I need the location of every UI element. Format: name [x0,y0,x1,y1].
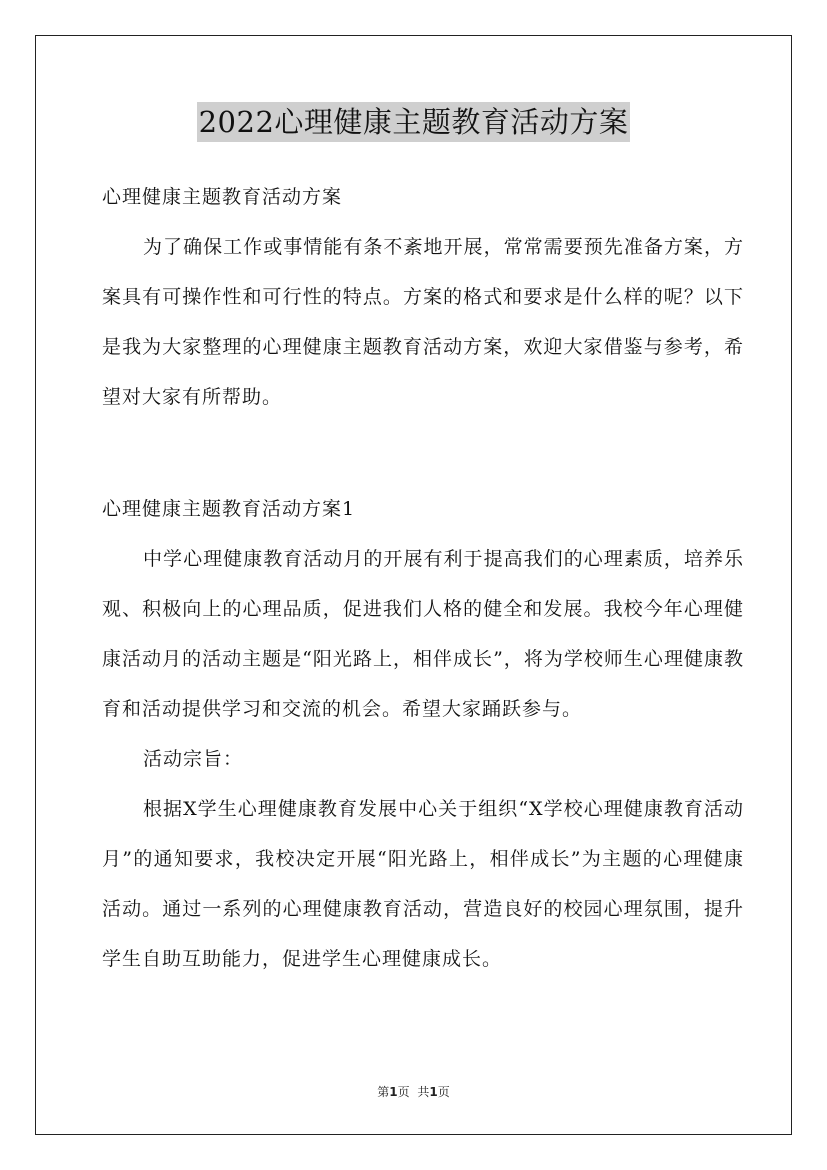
total-prefix: 共 [417,1085,430,1099]
document-title: 2022心理健康主题教育活动方案 [197,102,631,142]
section-spacer [102,422,744,484]
total-pages: 1 [429,1085,438,1099]
total-suffix: 页 [437,1085,450,1099]
intro-paragraph: 为了确保工作或事情能有条不紊地开展，常常需要预先准备方案，方案具有可操作性和可行性的特点。方案的格式和要求是什么样的呢？以下是我为大家整理的心理健康主题教育活动方案，欢迎大家借鉴与参考，希望对大家有所帮助。 [102,236,744,408]
document-subtitle: 心理健康主题教育活动方案 [102,186,343,208]
section-label: 活动宗旨： [143,748,244,770]
section-paragraph: 中学心理健康教育活动月的开展有利于提高我们的心理素质，培养乐观、积极向上的心理品质，促进我们人格的健全和发展。我校今年心理健康活动月的活动主题是“阳光路上，相伴成长”，将为学校师生心理健康教育和活动提供学习和交流的机会。希望大家踊跃参与。 [102,548,744,720]
page-footer [0,1083,827,1100]
document-body [102,172,744,984]
page-number: 1 [389,1085,398,1099]
page-prefix: 第 [377,1085,390,1099]
section-paragraph-2: 根据X学生心理健康教育发展中心关于组织“X学校心理健康教育活动月”的通知要求，我校决定开展“阳光路上，相伴成长”为主题的心理健康活动。通过一系列的心理健康教育活动，营造良好的校园心理氛围，提升学生自助互助能力，促进学生心理健康成长。 [102,798,744,970]
title-container [0,102,827,142]
page-suffix: 页 [397,1085,410,1099]
section-heading: 心理健康主题教育活动方案1 [102,498,356,520]
